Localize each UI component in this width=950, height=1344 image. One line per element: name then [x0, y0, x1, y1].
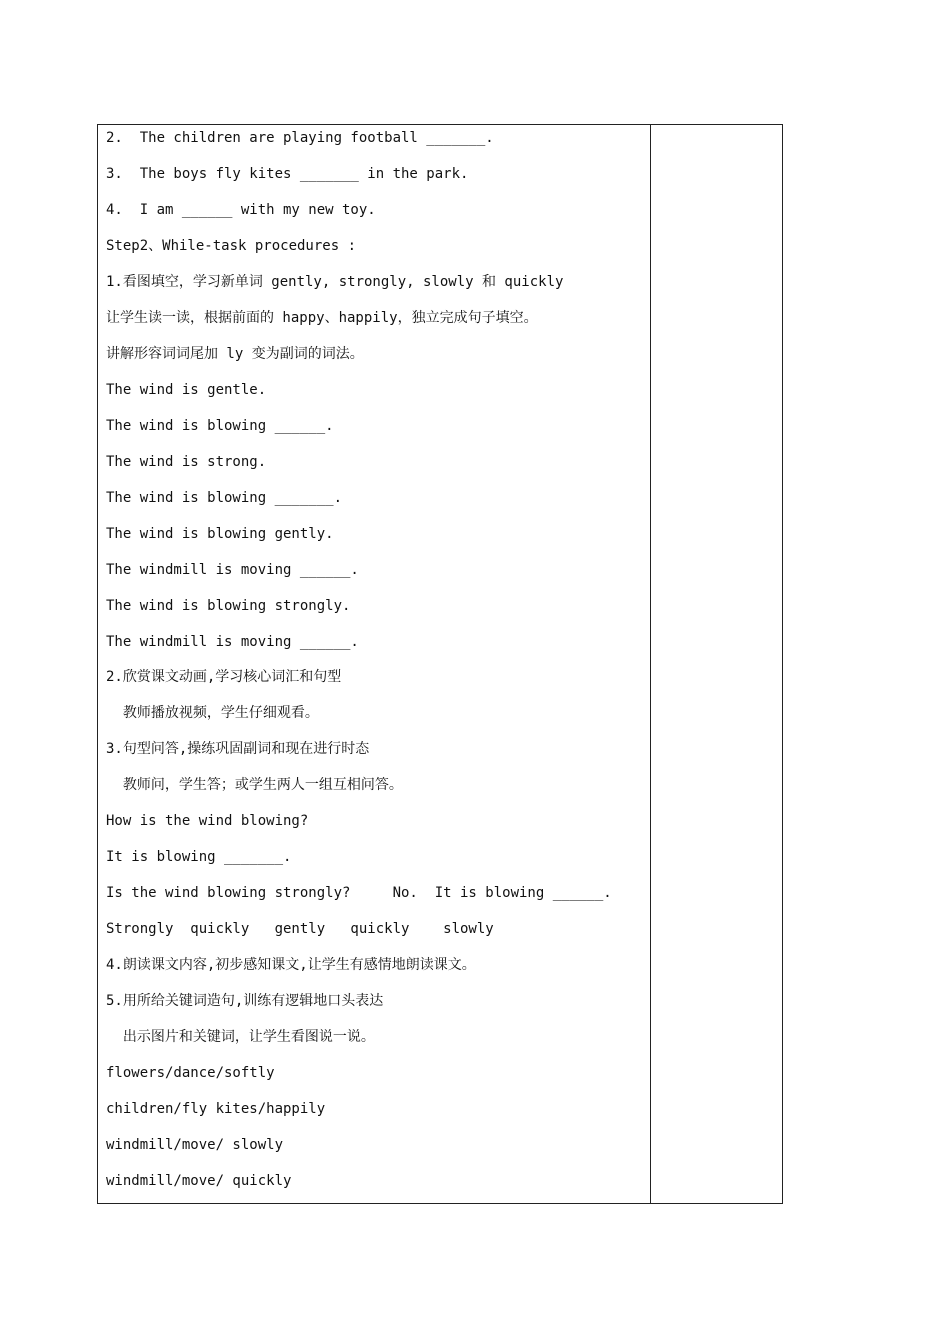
text-line: The wind is blowing ______.	[106, 418, 334, 434]
text-line: 1.看图填空，学习新单词 gently, strongly, slowly 和 quickly	[106, 274, 564, 290]
text-line: 让学生读一读，根据前面的 happy、happily，独立完成句子填空。	[106, 310, 538, 326]
text-line: 5.用所给关键词造句,训练有逻辑地口头表达	[106, 993, 384, 1009]
text-line: How is the wind blowing?	[106, 813, 309, 829]
text-line: It is blowing _______.	[106, 849, 292, 865]
text-line: The wind is blowing _______.	[106, 490, 343, 506]
text-line: The wind is gentle.	[106, 382, 267, 398]
text-line: 出示图片和关键词，让学生看图说一说。	[106, 1029, 375, 1045]
text-line: 教师问，学生答；或学生两人一组互相问答。	[106, 777, 403, 793]
text-line: children/fly kites/happily	[106, 1101, 326, 1117]
text-line: 2. The children are playing football _______.	[106, 130, 494, 146]
text-line: Strongly quickly gently quickly slowly	[106, 921, 494, 937]
text-line: windmill/move/ slowly	[106, 1137, 284, 1153]
text-line: 2.欣赏课文动画,学习核心词汇和句型	[106, 669, 342, 685]
column-divider	[650, 125, 651, 1203]
text-line: 4.朗读课文内容,初步感知课文,让学生有感情地朗读课文。	[106, 957, 476, 973]
text-line: 3. The boys fly kites _______ in the park.	[106, 166, 469, 182]
text-line: The wind is strong.	[106, 454, 267, 470]
text-line: The windmill is moving ______.	[106, 634, 359, 650]
text-line: 教师播放视频，学生仔细观看。	[106, 705, 319, 721]
text-line: flowers/dance/softly	[106, 1065, 275, 1081]
text-line: windmill/move/ quickly	[106, 1173, 292, 1189]
text-line: Is the wind blowing strongly? No. It is blowing ______.	[106, 885, 612, 901]
text-line: The windmill is moving ______.	[106, 562, 359, 578]
text-line: 3.句型问答,操练巩固副词和现在进行时态	[106, 741, 370, 757]
text-line: The wind is blowing gently.	[106, 526, 334, 542]
text-line: 讲解形容词词尾加 ly 变为副词的词法。	[106, 346, 364, 362]
text-line: Step2、While-task procedures :	[106, 238, 357, 254]
text-line: The wind is blowing strongly.	[106, 598, 351, 614]
text-line: 4. I am ______ with my new toy.	[106, 202, 376, 218]
